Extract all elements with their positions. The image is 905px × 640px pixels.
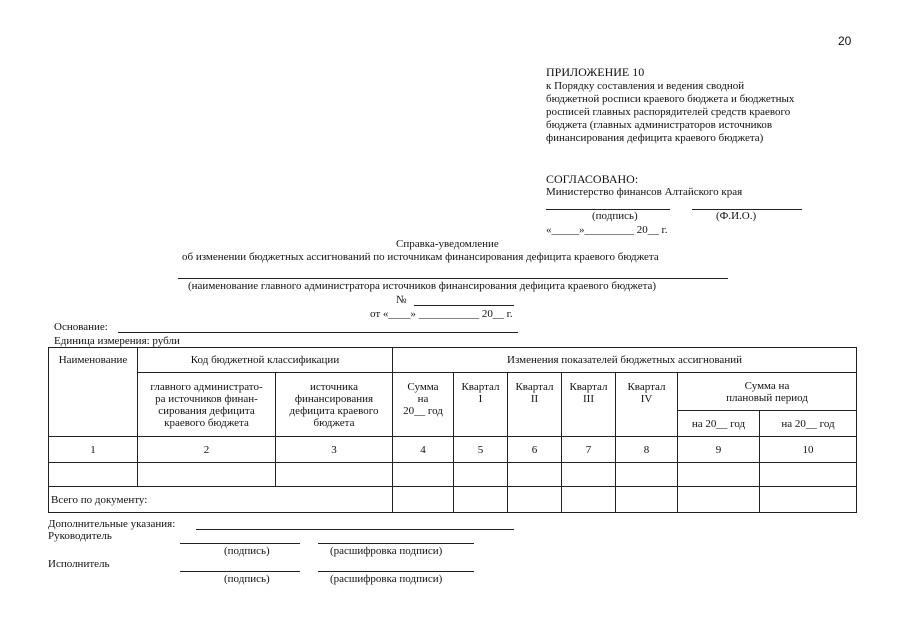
table-cell [616, 487, 678, 513]
header-admin-code: главного администрато- ра источников финан- сирования дефицита краевого бюджета [138, 373, 276, 437]
header-q1: Квартал I [454, 373, 508, 437]
appendix-line-1: к Порядку составления и ведения сводной [546, 80, 745, 92]
head-signature-line [180, 543, 300, 544]
column-number: 8 [616, 437, 678, 463]
column-number: 2 [138, 437, 276, 463]
table-cell [678, 487, 760, 513]
basis-line [118, 332, 518, 333]
table-cell [454, 487, 508, 513]
executor-decoding-caption: (расшифровка подписи) [330, 573, 443, 585]
table-cell [508, 463, 562, 487]
budget-table [48, 347, 857, 513]
basis-label: Основание: [54, 321, 108, 333]
total-row [49, 487, 857, 513]
column-number: 4 [393, 437, 454, 463]
approval-org: Министерство финансов Алтайского края [546, 186, 743, 198]
additional-label: Дополнительные указания: [48, 518, 176, 530]
empty-data-row [49, 463, 857, 487]
column-number: 3 [276, 437, 393, 463]
table-cell [616, 463, 678, 487]
head-label: Руководитель [48, 530, 112, 542]
column-number: 9 [678, 437, 760, 463]
unit-label: Единица измерения: рубли [54, 335, 180, 347]
table-cell [760, 463, 857, 487]
approval-fio-caption: (Ф.И.О.) [716, 210, 757, 222]
table-cell [760, 487, 857, 513]
column-number: 6 [508, 437, 562, 463]
document-subtitle: об изменении бюджетных ассигнований по источникам финансирования дефицита краевого бюджета [182, 251, 659, 263]
appendix-line-2: бюджетной росписи краевого бюджета и бюджетных [546, 93, 795, 105]
header-name: Наименование [49, 348, 138, 437]
header-q2: Квартал II [508, 373, 562, 437]
executor-signature-line [180, 571, 300, 572]
executor-label: Исполнитель [48, 558, 110, 570]
approval-date: «_____»_________ 20__ г. [546, 224, 668, 236]
additional-line [196, 529, 514, 530]
appendix-line-3: росписей главных распорядителей средств краевого [546, 106, 791, 118]
header-q4: Квартал IV [616, 373, 678, 437]
admin-name-caption: (наименование главного администратора источников финансирования дефицита краевого бюджета) [188, 280, 657, 292]
executor-signature-caption: (подпись) [224, 573, 270, 585]
table-cell [508, 487, 562, 513]
column-number: 1 [49, 437, 138, 463]
head-decoding-caption: (расшифровка подписи) [330, 545, 443, 557]
head-decoding-line [318, 543, 474, 544]
column-number: 5 [454, 437, 508, 463]
table-cell [562, 463, 616, 487]
appendix-line-5: финансирования дефицита краевого бюджета) [546, 132, 764, 144]
admin-name-line [178, 278, 728, 279]
header-sum-year: Сумма на 20__ год [393, 373, 454, 437]
header-planned-group: Сумма на плановый период [678, 373, 857, 411]
appendix-title: ПРИЛОЖЕНИЕ 10 [546, 65, 645, 79]
table-cell [562, 487, 616, 513]
table-cell [454, 463, 508, 487]
table-cell [49, 463, 138, 487]
head-signature-caption: (подпись) [224, 545, 270, 557]
number-line [414, 305, 514, 306]
column-number: 10 [760, 437, 857, 463]
appendix-line-4: бюджета (главных администраторов источников [546, 119, 773, 131]
header-source-code: источника финансирования дефицита краевого бюджета [276, 373, 393, 437]
column-number: 7 [562, 437, 616, 463]
page-number: 20 [838, 34, 852, 48]
approval-title: СОГЛАСОВАНО: [546, 172, 639, 186]
document-date: от «____» ___________ 20__ г. [370, 308, 513, 320]
total-label: Всего по документу: [49, 487, 393, 513]
table-cell [276, 463, 393, 487]
number-label: № [396, 294, 407, 306]
header-plan-year-2: на 20__ год [760, 411, 857, 437]
approval-signature-caption: (подпись) [592, 210, 638, 222]
header-changes-group: Изменения показателей бюджетных ассигнований [393, 348, 857, 373]
header-code-group: Код бюджетной классификации [138, 348, 393, 373]
table-cell [678, 463, 760, 487]
column-numbers-row [49, 437, 857, 463]
executor-decoding-line [318, 571, 474, 572]
header-plan-year-1: на 20__ год [678, 411, 760, 437]
header-q3: Квартал III [562, 373, 616, 437]
table-cell [393, 487, 454, 513]
table-cell [393, 463, 454, 487]
document-title: Справка-уведомление [396, 238, 499, 250]
table-cell [138, 463, 276, 487]
